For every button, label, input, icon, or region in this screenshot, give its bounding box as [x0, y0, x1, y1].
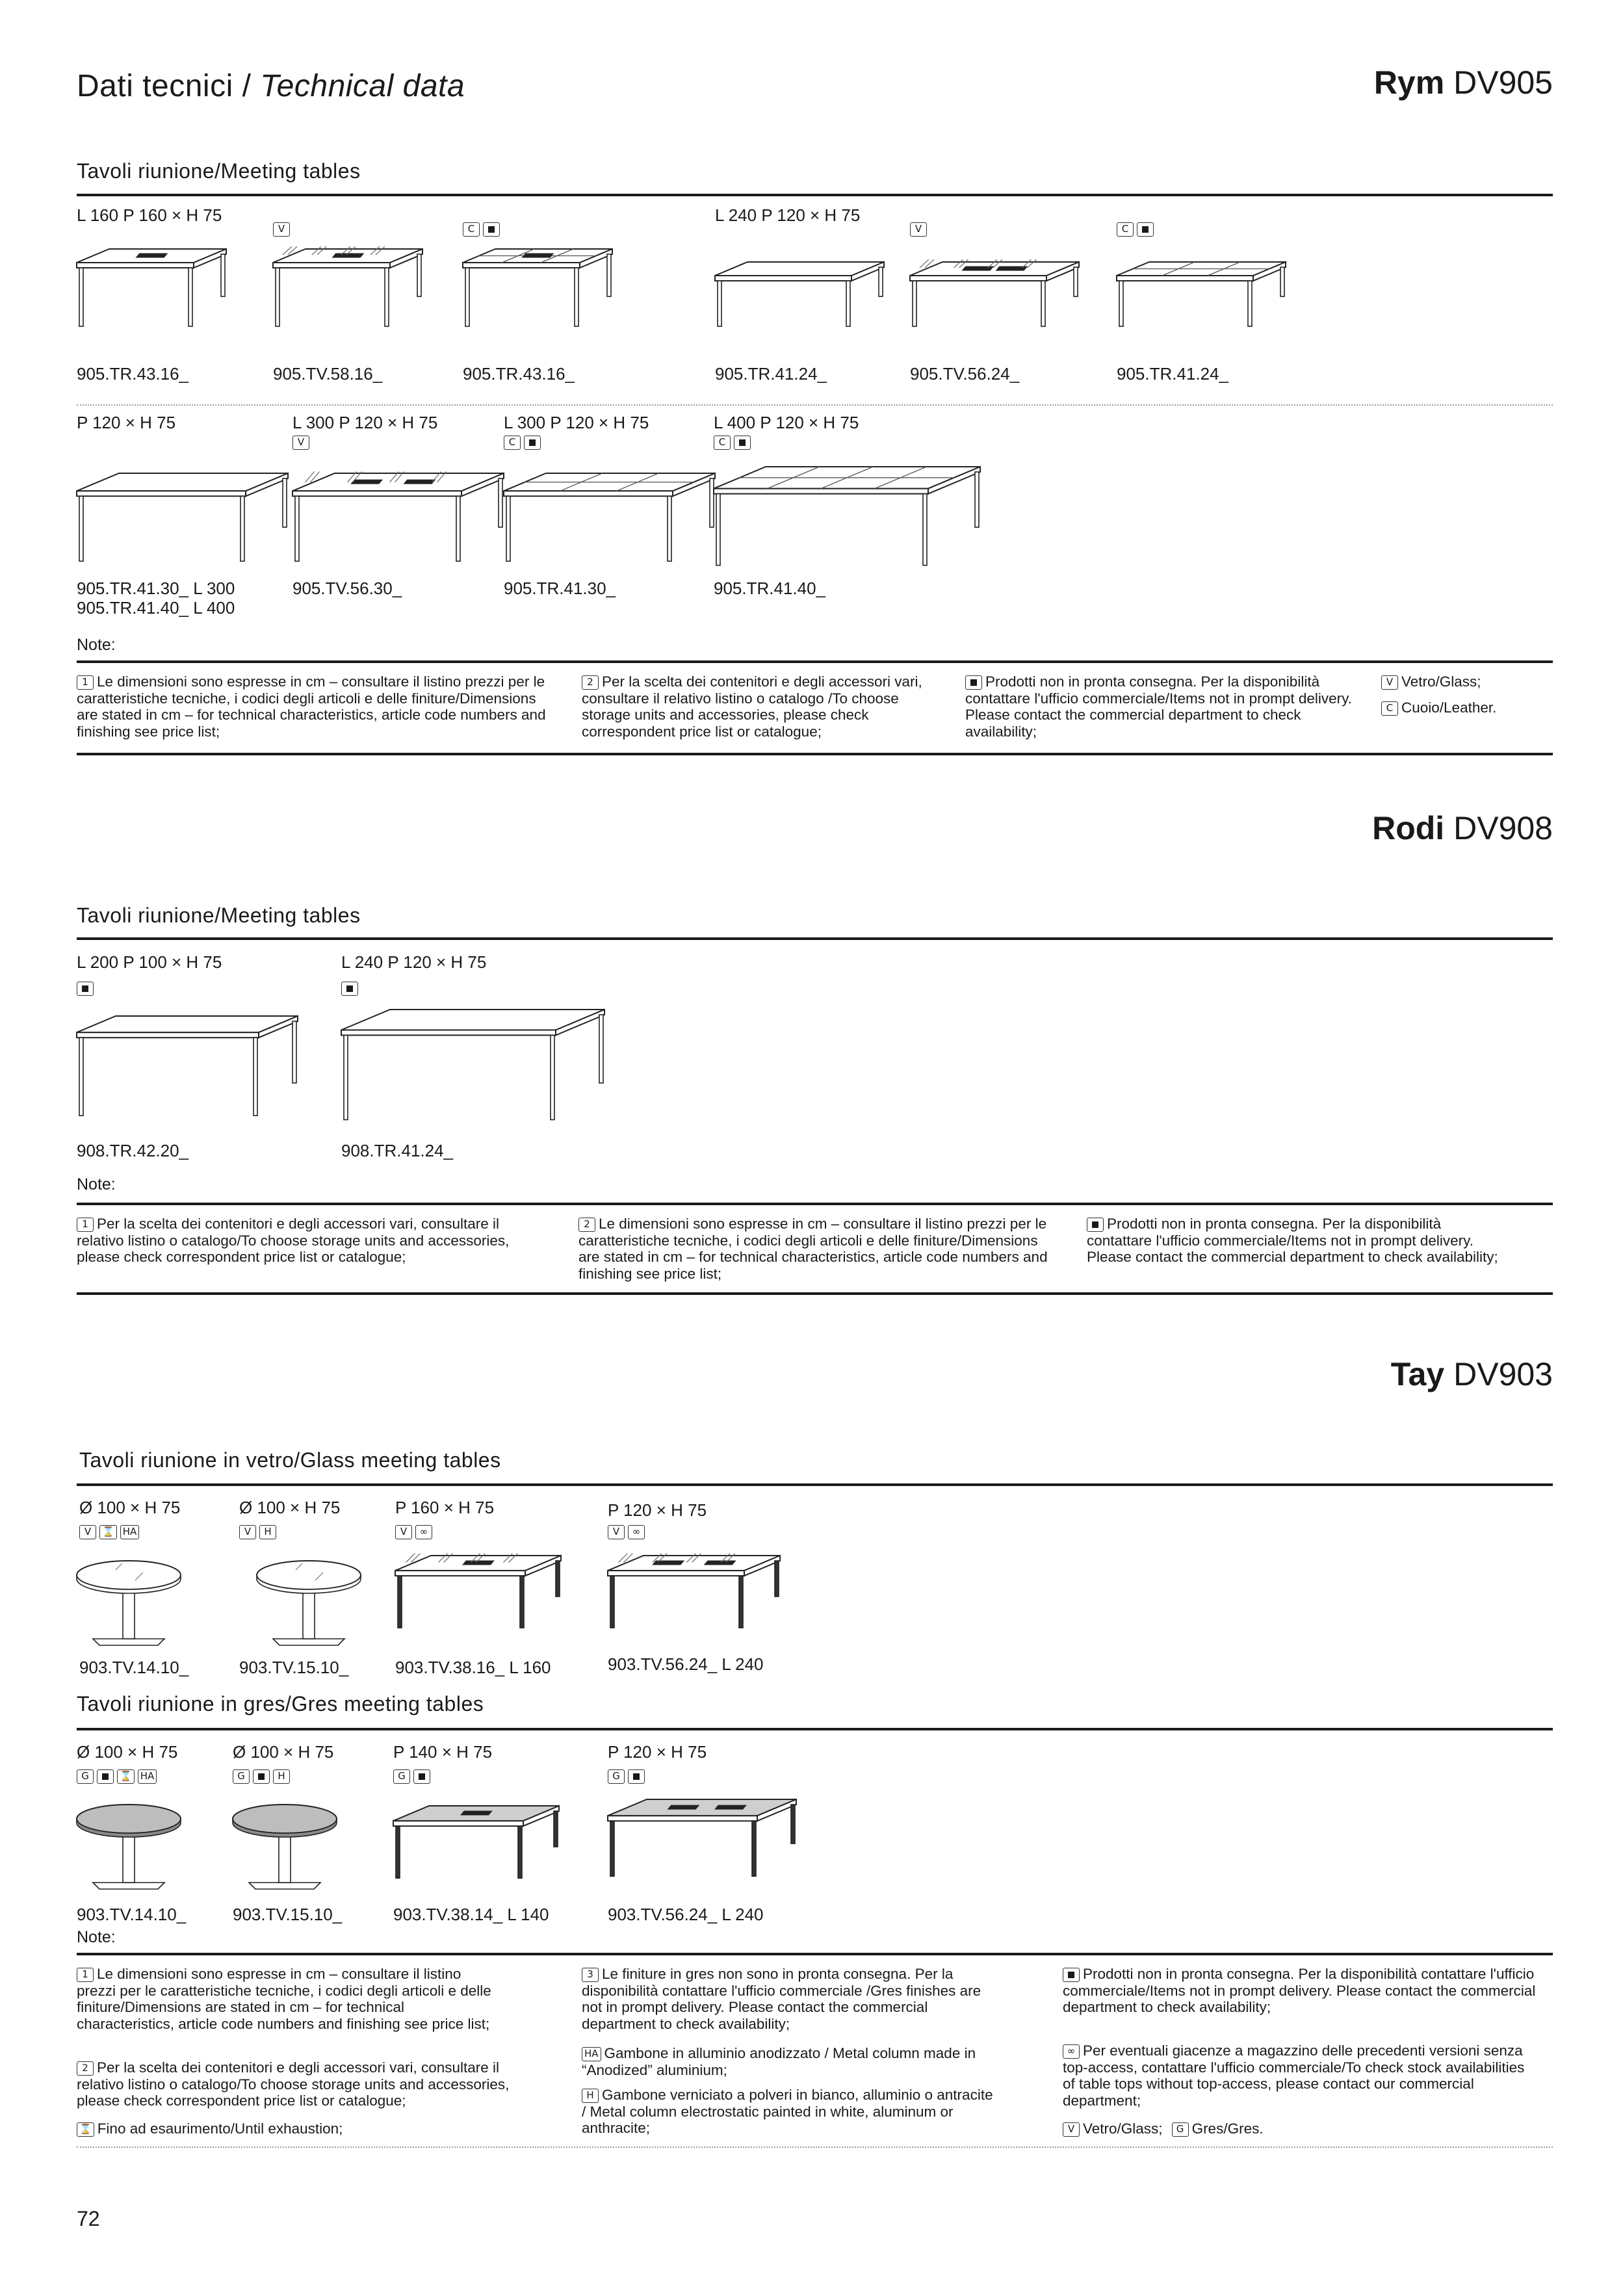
article-code: 905.TR.43.16_	[463, 364, 575, 384]
table-drawing	[341, 1004, 617, 1127]
article-code: 905.TR.41.30_	[504, 579, 616, 598]
note-item	[578, 1216, 1059, 1282]
icon-row	[292, 436, 313, 454]
article-code: 903.TV.14.10_	[77, 1905, 187, 1924]
table-drawing	[1117, 257, 1299, 332]
symbol-icon: G	[233, 1769, 250, 1784]
dimension-label: P 120 × H 75	[608, 1742, 707, 1762]
symbol-icon: V	[273, 222, 290, 237]
brand-rodi: Rodi DV908	[1372, 810, 1553, 846]
dimension-label: L 300 P 120 × H 75	[292, 413, 438, 432]
note-mark-icon: ⌛	[77, 2122, 94, 2137]
note-text: Le dimensioni sono espresse in cm – consultare il listino prezzi per le caratteristiche tecniche, i codici degli articoli e delle finiture/Dimensions are stated in cm – for technical characteristics, article code numbers and finishing see price list;	[77, 1966, 491, 2032]
dimension-label: P 120 × H 75	[77, 413, 176, 432]
note-mark-icon: 2	[77, 2061, 94, 2076]
article-code: 905.TV.56.30_	[292, 579, 402, 598]
icon-row	[608, 1525, 648, 1543]
note-item	[77, 2120, 512, 2137]
table-drawing	[77, 1557, 187, 1648]
note-item	[77, 1966, 499, 2032]
note-text: Prodotti non in pronta consegna. Per la disponibilità contattare l'ufficio commerciale/Items not in prompt delivery. Please contact the commercial department to check availability;	[1087, 1216, 1498, 1265]
symbol-icon: V	[395, 1525, 412, 1539]
section-title: Tavoli riunione in gres/Gres meeting tables	[77, 1692, 484, 1715]
article-code: 903.TV.14.10_	[79, 1658, 189, 1677]
note-text: Gambone verniciato a polveri in bianco, alluminio o antracite / Metal column electrostatic painted in white, aluminum or anthracite;	[582, 2087, 993, 2136]
brand-rym: Rym DV905	[1373, 64, 1553, 101]
symbol-icon: V	[292, 436, 309, 450]
note-mark-icon: V	[1063, 2122, 1080, 2137]
symbol-icon	[1137, 222, 1154, 237]
page-number: 72	[77, 2207, 100, 2230]
icon-row	[77, 1769, 160, 1788]
dimension-label: L 300 P 120 × H 75	[504, 413, 649, 432]
table-drawing	[608, 1794, 809, 1882]
icon-row	[714, 436, 754, 454]
note-text: Le dimensioni sono espresse in cm – consultare il listino prezzi per le caratteristiche tecniche, i codici degli articoli e delle finiture/Dimensions are stated in cm – for technical characteristics, article code numbers and finishing see price list;	[578, 1216, 1048, 1282]
symbol-icon: HA	[120, 1525, 140, 1539]
note-text: Per eventuali giacenze a magazzino delle precedenti versioni senza top-access, contattare l'ufficio commerciale/To check stock availabilities of table tops without top-access, please contact our commercial department;	[1063, 2042, 1525, 2109]
section-title: Tavoli riunione in vetro/Glass meeting tables	[79, 1448, 501, 1472]
note-mark-icon: 3	[582, 1968, 599, 1982]
symbol-icon	[341, 982, 358, 996]
symbol-icon: C	[504, 436, 521, 450]
icon-row	[77, 982, 97, 1000]
symbol-icon: V	[910, 222, 927, 237]
page-title: Dati tecnici / Technical data	[77, 69, 465, 103]
note-mark-icon: 1	[77, 675, 94, 690]
article-code: 903.TV.56.24_ L 240	[608, 1654, 764, 1674]
table-drawing	[233, 1801, 343, 1892]
table-drawing	[77, 468, 301, 567]
dimension-label: Ø 100 × H 75	[77, 1742, 178, 1762]
note-text: Le finiture in gres non sono in pronta consegna. Per la disponibilità contattare l'ufficio commerciale /Gres finishes are not in prompt delivery. Please contact the commercial department to check availability;	[582, 1966, 981, 2032]
symbol-icon	[734, 436, 751, 450]
article-code: 903.TV.38.16_ L 160	[395, 1658, 551, 1677]
symbol-icon: C	[463, 222, 480, 237]
icon-row	[1117, 222, 1157, 241]
note-text: Le dimensioni sono espresse in cm – consultare il listino prezzi per le caratteristiche tecniche, i codici degli articoli e delle finiture/Dimensions are stated in cm – for technical characteristics, article code numbers and finishing see price list;	[77, 673, 546, 740]
dimension-label: L 200 P 100 × H 75	[77, 952, 222, 972]
note-text: Per la scelta dei contenitori e degli accessori vari, consultare il relativo listino o catalogo/To choose storage units and accessories, please check correspondent price list or catalogue;	[77, 1216, 510, 1265]
symbol-icon	[253, 1769, 270, 1784]
note-text: Prodotti non in pronta consegna. Per la disponibilità contattare l'ufficio commerciale/Items not in prompt delivery. Please contact the commercial department to check availability;	[965, 673, 1352, 740]
symbol-icon: ⌛	[99, 1525, 117, 1539]
note-item	[77, 1216, 545, 1266]
symbol-icon: ⌛	[117, 1769, 135, 1784]
icon-row	[395, 1525, 435, 1543]
icon-row	[608, 1769, 648, 1788]
table-drawing	[273, 244, 435, 332]
dimension-label: P 120 × H 75	[608, 1500, 707, 1520]
symbol-icon	[524, 436, 541, 450]
note-text: Per la scelta dei contenitori e degli accessori vari, consultare il relativo listino o catalogo /To choose storage units and accessories, please check correspondent price list or catalogue;	[582, 673, 922, 740]
note-mark-icon: HA	[582, 2047, 601, 2061]
dimension-label: L 160 P 160 × H 75	[77, 205, 222, 225]
symbol-icon: ∞	[628, 1525, 645, 1539]
article-code: 905.TV.58.16_	[273, 364, 383, 384]
table-drawing	[714, 462, 993, 572]
icon-row	[233, 1769, 293, 1788]
symbol-icon: V	[239, 1525, 256, 1539]
note-text: Cuoio/Leather.	[1401, 699, 1497, 716]
note-mark-icon	[1087, 1218, 1104, 1232]
note-text: Prodotti non in pronta consegna. Per la disponibilità contattare l'ufficio commerciale/Items not in prompt delivery. Please contact the commercial department to check availability;	[1063, 1966, 1536, 2015]
symbol-icon: C	[714, 436, 731, 450]
table-drawing	[463, 244, 625, 332]
icon-row	[273, 222, 293, 241]
note-mark-icon: 1	[77, 1968, 94, 1982]
symbol-icon: HA	[138, 1769, 157, 1784]
symbol-icon: G	[608, 1769, 625, 1784]
article-code: 903.TV.15.10_	[239, 1658, 349, 1677]
symbol-icon: C	[1117, 222, 1134, 237]
article-code: 905.TR.41.40_	[714, 579, 826, 598]
note-item	[582, 2045, 998, 2078]
symbol-icon: H	[259, 1525, 276, 1539]
note-mark-icon	[1063, 1968, 1080, 1982]
symbol-icon	[483, 222, 500, 237]
article-code: 903.TV.15.10_	[233, 1905, 343, 1924]
note-text: Per la scelta dei contenitori e degli accessori vari, consultare il relativo listino o catalogo/To choose storage units and accessories, please check correspondent price list or catalogue;	[77, 2059, 510, 2109]
dimension-label: L 240 P 120 × H 75	[715, 205, 861, 225]
note-label: Note:	[77, 1175, 116, 1194]
article-code: 903.TV.56.24_ L 240	[608, 1905, 764, 1924]
note-item	[77, 673, 551, 740]
symbol-icon: ∞	[415, 1525, 432, 1539]
symbol-icon: V	[79, 1525, 96, 1539]
table-drawing	[77, 244, 239, 332]
note-mark-icon: 2	[578, 1218, 595, 1232]
symbol-icon: V	[608, 1525, 625, 1539]
dimension-label: Ø 100 × H 75	[233, 1742, 334, 1762]
article-code: 905.TR.41.40_ L 400	[77, 598, 235, 618]
article-code: 905.TR.43.16_	[77, 364, 189, 384]
icon-row	[239, 1525, 279, 1543]
table-drawing	[292, 468, 517, 567]
note-item	[1063, 1966, 1537, 2016]
note-mark-icon	[965, 675, 982, 690]
symbol-icon	[413, 1769, 430, 1784]
note-item	[1063, 2120, 1537, 2137]
symbol-icon	[628, 1769, 645, 1784]
article-code: 905.TV.56.24_	[910, 364, 1020, 384]
article-code: 905.TR.41.24_	[715, 364, 827, 384]
note-item	[965, 673, 1355, 740]
note-label: Note:	[77, 1928, 116, 1946]
note-mark-icon: C	[1381, 701, 1398, 716]
article-code: 905.TR.41.30_ L 300	[77, 579, 235, 598]
note-item	[1381, 699, 1537, 716]
table-drawing	[715, 257, 897, 332]
note-item	[1381, 673, 1537, 690]
dimension-label: L 240 P 120 × H 75	[341, 952, 487, 972]
icon-row	[341, 982, 361, 1000]
table-drawing	[77, 1801, 187, 1892]
note-text: Gambone in alluminio anodizzato / Metal column made in “Anodized” aluminium;	[582, 2045, 976, 2078]
table-drawing	[393, 1801, 572, 1884]
brand-tay: Tay DV903	[1390, 1356, 1553, 1392]
symbol-icon: G	[393, 1769, 410, 1784]
dimension-label: Ø 100 × H 75	[79, 1498, 181, 1517]
icon-row	[393, 1769, 434, 1788]
note-text: Vetro/Glass;	[1083, 2120, 1163, 2137]
article-code: 908.TR.41.24_	[341, 1141, 454, 1160]
icon-row	[463, 222, 503, 241]
section-title: Tavoli riunione/Meeting tables	[77, 904, 361, 927]
article-code: 903.TV.38.14_ L 140	[393, 1905, 549, 1924]
note-item	[582, 2087, 998, 2137]
dimension-label: P 160 × H 75	[395, 1498, 495, 1517]
note-mark-icon: G	[1172, 2122, 1189, 2137]
note-mark-icon: V	[1381, 675, 1398, 690]
table-drawing	[257, 1557, 367, 1648]
note-mark-icon: 1	[77, 1218, 94, 1232]
note-text: Gres/Gres.	[1191, 2120, 1264, 2137]
table-drawing	[608, 1550, 793, 1634]
article-code: 905.TR.41.24_	[1117, 364, 1229, 384]
note-item	[582, 673, 946, 740]
symbol-icon: G	[77, 1769, 94, 1784]
icon-row	[504, 436, 544, 454]
note-text: Fino ad esaurimento/Until exhaustion;	[97, 2120, 343, 2137]
icon-row	[910, 222, 930, 241]
dimension-label: P 140 × H 75	[393, 1742, 493, 1762]
note-mark-icon: ∞	[1063, 2044, 1080, 2059]
icon-row	[79, 1525, 142, 1543]
dimension-label: L 400 P 120 × H 75	[714, 413, 859, 432]
table-drawing	[910, 257, 1092, 332]
note-text: Vetro/Glass;	[1401, 673, 1481, 690]
table-drawing	[504, 468, 728, 567]
symbol-icon	[77, 982, 94, 996]
article-code: 908.TR.42.20_	[77, 1141, 189, 1160]
note-mark-icon: 2	[582, 675, 599, 690]
table-drawing	[395, 1550, 574, 1634]
table-drawing	[77, 1011, 311, 1121]
note-item	[77, 2059, 512, 2109]
symbol-icon: H	[273, 1769, 290, 1784]
note-item	[1087, 1216, 1503, 1266]
note-item	[1063, 2042, 1537, 2109]
note-mark-icon: H	[582, 2089, 599, 2103]
dimension-label: Ø 100 × H 75	[239, 1498, 341, 1517]
note-label: Note:	[77, 636, 116, 654]
note-item	[582, 1966, 998, 2032]
symbol-icon	[97, 1769, 114, 1784]
section-title: Tavoli riunione/Meeting tables	[77, 159, 361, 183]
